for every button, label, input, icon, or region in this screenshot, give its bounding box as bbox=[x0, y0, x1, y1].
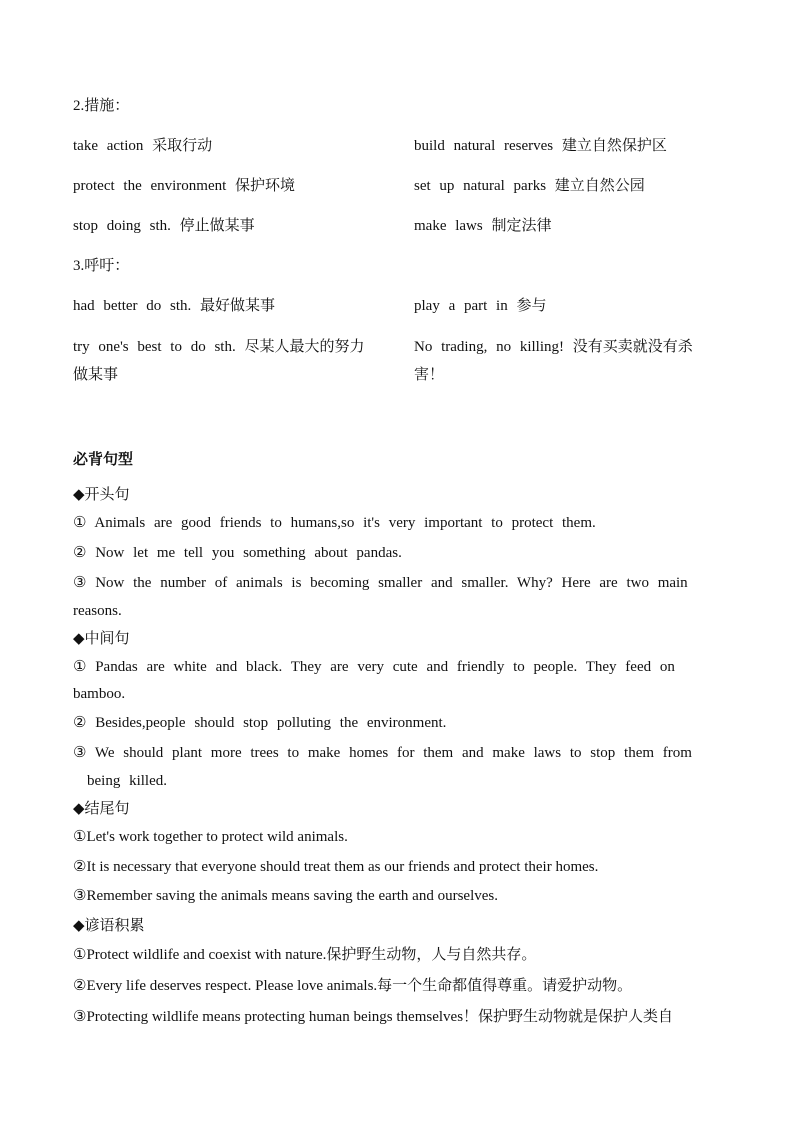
phrase-right: No trading, no killing! 没有买卖就没有杀 bbox=[414, 339, 693, 355]
sentence-item-continued: bamboo. bbox=[73, 686, 126, 702]
phrase-left: try one's best to do sth. 尽某人最大的努力 bbox=[73, 339, 365, 355]
sentence-item: ③Remember saving the animals means saving the earth and ourselves. bbox=[73, 888, 498, 904]
phrase-right: set up natural parks 建立自然公园 bbox=[414, 178, 645, 194]
phrase-right: make laws 制定法律 bbox=[414, 218, 552, 234]
phrase-left: take action 采取行动 bbox=[73, 138, 213, 154]
sentence-item: ② Now let me tell you something about pandas. bbox=[73, 545, 402, 561]
phrase-right-continued: 害！ bbox=[414, 367, 445, 383]
section-title-sentences: 必背句型 bbox=[73, 452, 134, 468]
sentence-item-continued: reasons. bbox=[73, 603, 122, 619]
phrase-left-continued: 做某事 bbox=[73, 367, 119, 383]
sentence-item-continued: being killed. bbox=[87, 773, 167, 789]
sentence-item: ②It is necessary that everyone should treat them as our friends and protect their homes. bbox=[73, 859, 599, 875]
phrase-left: stop doing sth. 停止做某事 bbox=[73, 218, 255, 234]
sentence-item: ① Animals are good friends to humans,so it's very important to protect them. bbox=[73, 515, 596, 531]
phrase-right: build natural reserves 建立自然保护区 bbox=[414, 138, 667, 154]
subheading-proverbs: ◆谚语积累 bbox=[73, 918, 145, 934]
proverb-item: ②Every life deserves respect. Please love animals.每一个生命都值得尊重。请爱护动物。 bbox=[73, 978, 633, 994]
sentence-item: ③ We should plant more trees to make homes for them and make laws to stop them from bbox=[73, 745, 692, 761]
subheading-opening: ◆开头句 bbox=[73, 487, 130, 503]
sentence-item: ② Besides,people should stop polluting the environment. bbox=[73, 715, 447, 731]
sentence-item: ①Let's work together to protect wild animals. bbox=[73, 829, 348, 845]
proverb-item: ③Protecting wildlife means protecting human beings themselves！保护野生动物就是保护人类自 bbox=[73, 1009, 674, 1025]
phrase-left: had better do sth. 最好做某事 bbox=[73, 298, 276, 314]
proverb-item: ①Protect wildlife and coexist with nature.保护野生动物，人与自然共存。 bbox=[73, 947, 537, 963]
sentence-item: ③ Now the number of animals is becoming smaller and smaller. Why? Here are two main bbox=[73, 575, 688, 591]
phrase-right: play a part in 参与 bbox=[414, 298, 547, 314]
subheading-middle: ◆中间句 bbox=[73, 631, 130, 647]
section-heading-measures: 2.措施： bbox=[73, 98, 130, 114]
phrase-left: protect the environment 保护环境 bbox=[73, 178, 296, 194]
subheading-ending: ◆结尾句 bbox=[73, 801, 130, 817]
sentence-item: ① Pandas are white and black. They are very cute and friendly to people. They feed on bbox=[73, 659, 675, 675]
section-heading-appeal: 3.呼吁： bbox=[73, 258, 130, 274]
